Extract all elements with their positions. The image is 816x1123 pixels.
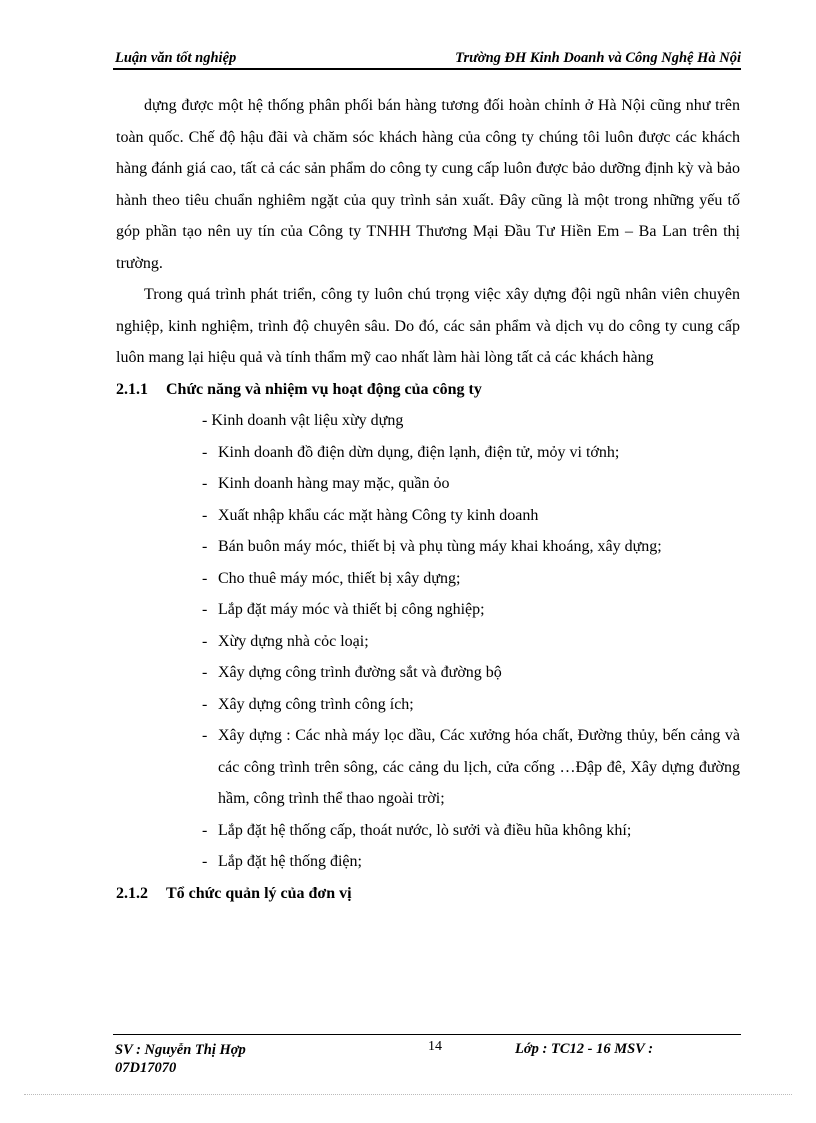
dash-marker: -	[202, 538, 208, 555]
list-item-text: Lắp đặt máy móc và thiết bị công nghiệp;	[218, 601, 485, 618]
dash-marker: -	[202, 664, 208, 681]
list-item	[116, 846, 740, 878]
footer-rule	[113, 1034, 741, 1035]
list-item-text: Xây dựng công trình công ích;	[218, 695, 414, 713]
dash-marker: -	[202, 506, 208, 524]
section-heading-2-1-2	[116, 878, 740, 910]
list-item-text: Bán buôn máy móc, thiết bị và phụ tùng máy khai khoáng, xây dựng;	[218, 538, 662, 555]
list-item	[116, 468, 740, 500]
list-item-text: Xừy dựng nhà cỏc loại;	[218, 632, 369, 650]
header-thesis-label: Luận văn tốt nghiệp	[115, 50, 237, 66]
list-item: - Kinh doanh vật liệu xừy dựng	[202, 412, 404, 429]
dash-marker: -	[202, 569, 208, 587]
paragraph-development: Trong quá trình phát triển, công ty luôn chú trọng việc xây dựng đội ngũ nhân viên chuyên nghiệp, kinh nghiệm, trình độ chuyên sâu. Do đó, các sản phẩm và dịch vụ do công ty cung cấp luôn mang lại hiệu quả và tính thẩm mỹ cao nhất làm hài lòng tất cả các khách hàng	[116, 286, 740, 366]
section-title: Tổ chức quản lý của đơn vị	[166, 884, 352, 902]
paragraph-intro-continued: dựng được một hệ thống phân phối bán hàng tương đối hoàn chỉnh ở Hà Nội cũng như trên toàn quốc. Chế độ hậu đãi và chăm sóc khách hàng của công ty chúng tôi luôn được các khách hàng đánh giá cao, tất cả các sản phẩm do công ty cung cấp luôn được bảo dưỡng định kỳ và bảo hành theo tiêu chuẩn nghiêm ngặt của quy trình sản xuất. Đây cũng là một trong những yếu tố góp phần tạo nên uy tín của Công ty TNHH Thương Mại Đầu Tư Hiền Em – Ba Lan trên thị trường.	[116, 97, 740, 272]
dash-marker: -	[202, 601, 208, 618]
footer-student-id: 07D17070	[115, 1060, 177, 1076]
list-item	[116, 657, 740, 689]
list-item	[116, 815, 740, 847]
section-title: Chức năng và nhiệm vụ hoạt động của công ty	[166, 380, 482, 398]
page-footer	[113, 1038, 741, 1082]
list-item-text: Cho thuê máy móc, thiết bị xây dựng;	[218, 569, 461, 587]
list-item	[116, 563, 740, 595]
list-item	[116, 626, 740, 658]
page-body	[116, 90, 740, 909]
list-item	[116, 720, 740, 815]
header-university-name: Trường ĐH Kinh Doanh và Công Nghệ Hà Nội	[455, 50, 741, 66]
list-item-text: Lắp đặt hệ thống điện;	[218, 853, 362, 870]
section-number: 2.1.2	[116, 884, 148, 902]
page-number: 14	[428, 1039, 442, 1054]
dash-marker: -	[202, 727, 208, 744]
list-item-text: Kinh doanh hàng may mặc, quần ỏo	[218, 475, 450, 492]
footer-class: Lớp : TC12 - 16 MSV :	[515, 1041, 654, 1057]
dash-marker: -	[202, 695, 208, 713]
dash-marker: -	[202, 821, 208, 839]
header-rule	[113, 68, 741, 70]
list-item	[116, 437, 740, 469]
list-item	[116, 500, 740, 532]
list-item-text: Xây dựng công trình đường sắt và đường bộ	[218, 664, 502, 681]
list-item-text: Lắp đặt hệ thống cấp, thoát nước, lò sưởi và điều hũa không khí;	[218, 821, 632, 839]
list-item	[116, 594, 740, 626]
list-item-text: Xuất nhập khẩu các mặt hàng Công ty kinh doanh	[218, 506, 539, 524]
list-item	[116, 689, 740, 721]
dash-marker: -	[202, 632, 208, 650]
section-heading-2-1-1	[116, 374, 740, 406]
dash-marker: -	[202, 475, 208, 492]
dash-marker: -	[202, 443, 208, 461]
footer-student	[115, 1041, 246, 1077]
page-bottom-dotted-edge	[24, 1094, 792, 1095]
page-header	[113, 48, 741, 70]
list-item-text: Xây dựng : Các nhà máy lọc dầu, Các xưởng hóa chất, Đường thủy, bến cảng và các công trình trên sông, các cảng du lịch, cửa cống …Đập đê, Xây dựng đường hầm, công trình thể thao ngoài trời;	[218, 727, 740, 807]
list-item	[116, 531, 740, 563]
dash-marker: -	[202, 853, 208, 870]
section-number: 2.1.1	[116, 380, 148, 398]
list-item-text: Kinh doanh đồ điện dừn dụng, điện lạnh, điện tử, mỏy vi tớnh;	[218, 443, 620, 461]
business-activities-list	[116, 405, 740, 878]
footer-student-name: SV : Nguyễn Thị Hợp	[115, 1042, 246, 1058]
